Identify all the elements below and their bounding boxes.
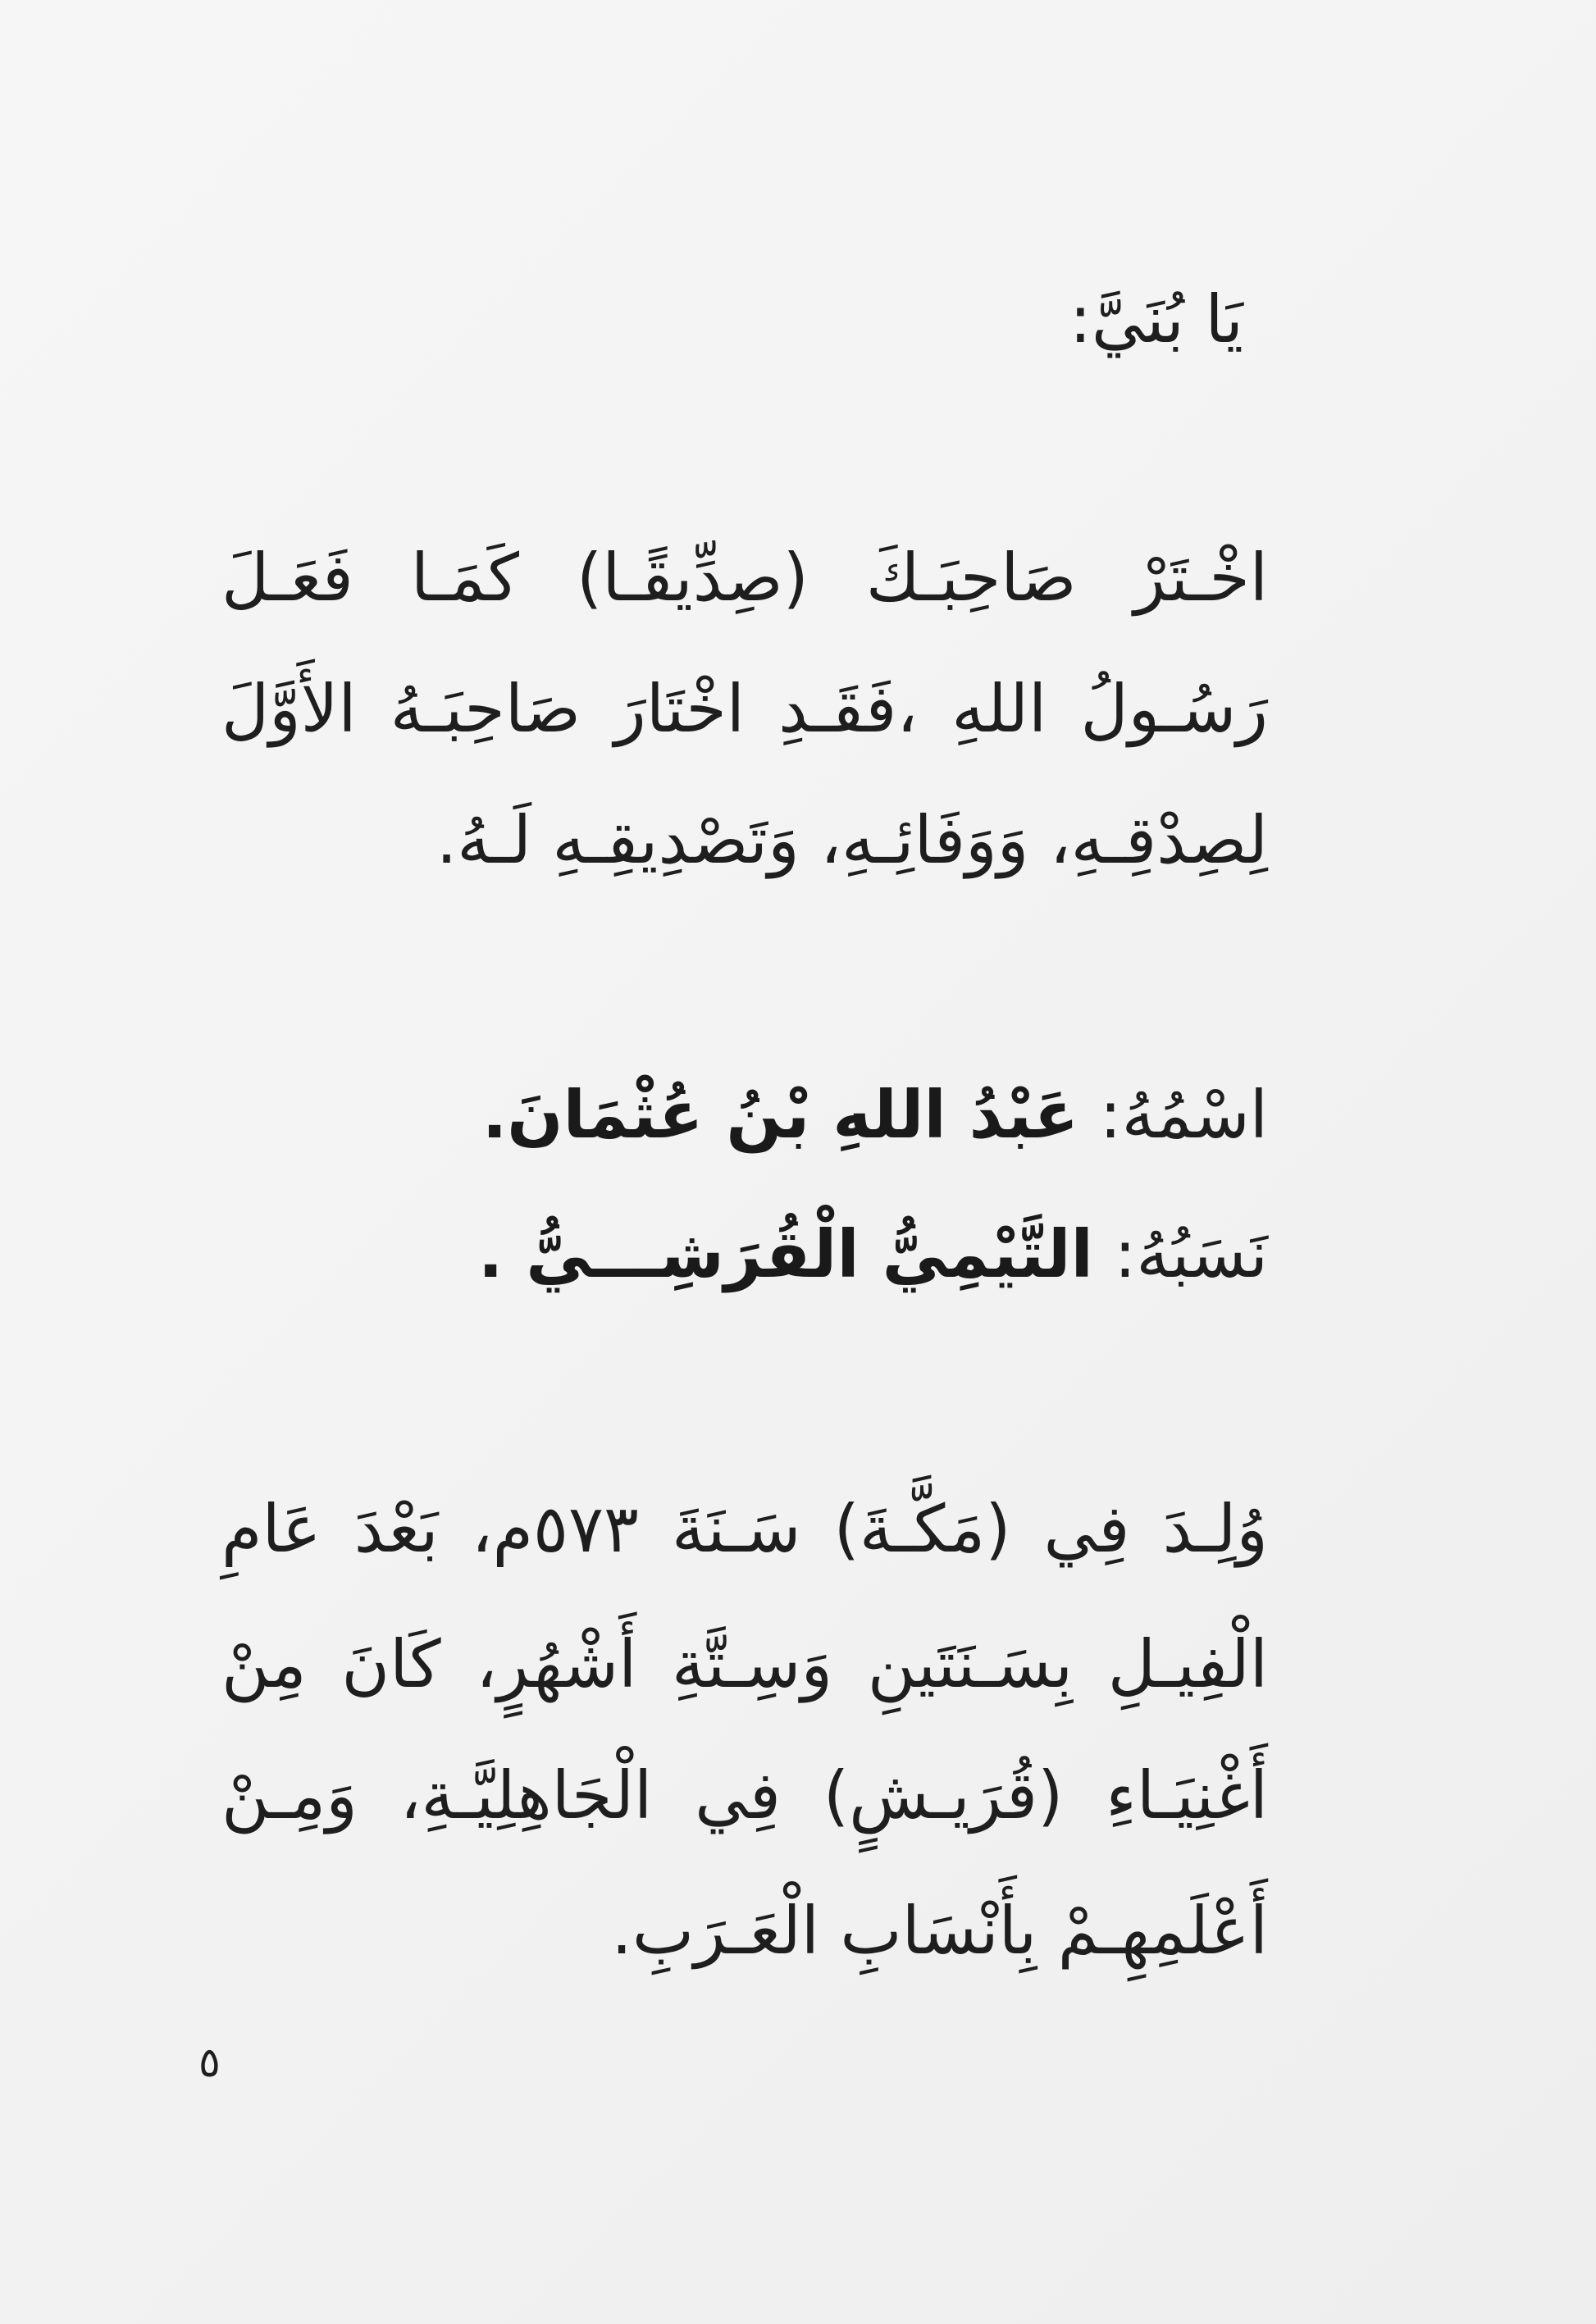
page-number: ٥ bbox=[198, 2039, 221, 2086]
name-line bbox=[221, 1077, 1268, 1153]
lineage-value: التَّيْمِيُّ الْقُرَشِـــيُّ . bbox=[478, 1216, 1093, 1292]
heading-address: يَا بُنَيَّ: bbox=[1069, 281, 1243, 358]
paragraph-2-line-1: وُلِـدَ فِي (مَكَّـةَ) سَـنَةَ ٥٧٣م، بَعْدَ عَامِ bbox=[221, 1491, 1268, 1567]
paragraph-1-line-2: رَسُـولُ اللهِ ،فَقَـدِ اخْتَارَ صَاحِبَـهُ الأَوَّلَ bbox=[221, 671, 1268, 747]
lineage-line bbox=[221, 1216, 1268, 1292]
name-label: اسْمُهُ: bbox=[1099, 1077, 1268, 1153]
paragraph-1-line-1: اخْـتَرْ صَاحِبَـكَ (صِدِّيقًـا) كَمَـا فَعَـلَ bbox=[221, 540, 1268, 616]
paragraph-2-line-4: أَعْلَمِهِـمْ بِأَنْسَابِ الْعَـرَبِ. bbox=[611, 1893, 1268, 1969]
name-value: عَبْدُ اللهِ بْنُ عُثْمَانَ. bbox=[481, 1077, 1079, 1153]
paragraph-1-line-3: لِصِدْقِـهِ، وَوَفَائِـهِ، وَتَصْدِيقِـهِ لَـهُ. bbox=[435, 802, 1268, 878]
paragraph-2-line-2: الْفِيـلِ بِسَـنَتَينِ وَسِـتَّةِ أَشْهُرٍ، كَانَ مِنْ bbox=[221, 1626, 1268, 1702]
paragraph-2-line-3: أَغْنِيَـاءِ (قُرَيـشٍ) فِي الْجَاهِلِيَّـةِ، وَمِـنْ bbox=[221, 1757, 1268, 1834]
lineage-label: نَسَبُهُ: bbox=[1114, 1216, 1268, 1292]
